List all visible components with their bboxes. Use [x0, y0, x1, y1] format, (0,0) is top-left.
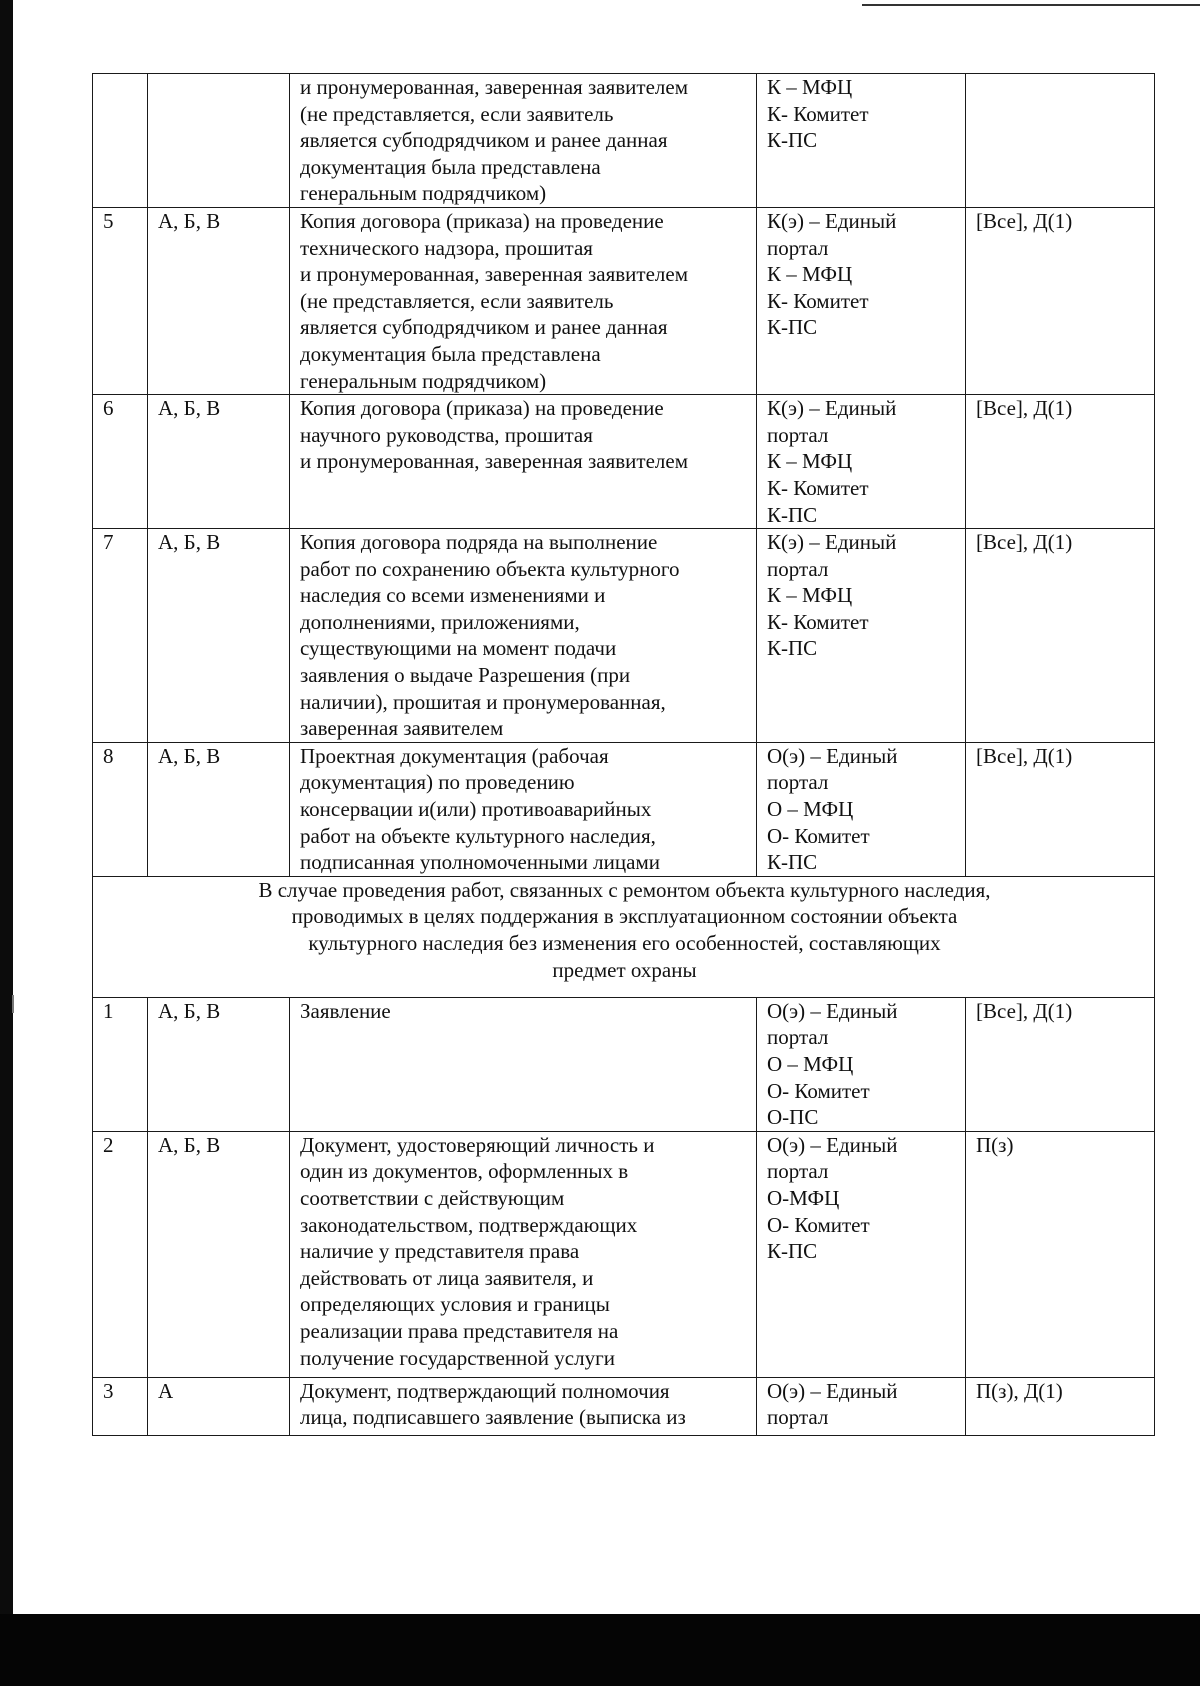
document-description-line: соответствии с действующим — [300, 1185, 565, 1210]
submission-form — [757, 395, 966, 529]
section-heading-line: проводимых в целях поддержания в эксплуатационном состоянии объекта — [291, 904, 958, 929]
submission-form-line: К – МФЦ — [767, 262, 853, 287]
submission-form — [757, 529, 966, 743]
section-heading — [93, 876, 1155, 997]
submission-form — [757, 1377, 966, 1435]
document-description-line: один из документов, оформленных в — [300, 1159, 629, 1184]
row-number: 3 — [93, 1377, 148, 1435]
applicant-category: А — [148, 1377, 290, 1435]
submission-form-line: О- Комитет — [767, 1078, 870, 1103]
document-description-line: Документ, удостоверяющий личность и — [300, 1132, 655, 1157]
document-description-line: является субподрядчиком и ранее данная — [300, 315, 668, 340]
submission-form-line: О(э) – Единый — [767, 743, 898, 768]
document-description — [290, 529, 757, 743]
section-heading-line: В случае проведения работ, связанных с ремонтом объекта культурного наследия, — [258, 877, 991, 902]
table-row — [93, 395, 1155, 529]
documents-table-body — [93, 74, 1155, 1436]
table-row — [93, 1377, 1155, 1435]
table-row — [93, 742, 1155, 876]
submission-form-line: К(э) – Единый — [767, 396, 897, 421]
submission-form-line: портал — [767, 1159, 829, 1184]
submission-form-line: К-ПС — [767, 128, 818, 153]
applicant-category: А, Б, В — [148, 207, 290, 394]
applicant-category: А, Б, В — [148, 395, 290, 529]
table-row — [93, 74, 1155, 208]
document-description-line: дополнениями, приложениями, — [300, 609, 580, 634]
document-description-line: генеральным подрядчиком) — [300, 181, 547, 206]
document-description-line: Проектная документация (рабочая — [300, 743, 609, 768]
document-description-line: документация была представлена — [300, 154, 601, 179]
scan-top-rule — [862, 4, 1200, 6]
document-description — [290, 395, 757, 529]
document-description — [290, 1377, 757, 1435]
submission-form-line: К – МФЦ — [767, 75, 853, 99]
document-description-line: консервации и(или) противоаварийных — [300, 797, 652, 822]
document-description-line: определяющих условия и границы — [300, 1292, 610, 1317]
submission-form-line: О- Комитет — [767, 823, 870, 848]
scan-bottom-band — [0, 1614, 1200, 1686]
document-description-line: (не представляется, если заявитель — [300, 288, 614, 313]
document-description-line: и пронумерованная, заверенная заявителем — [300, 75, 688, 99]
table-row — [93, 1131, 1155, 1377]
submission-form-line: портал — [767, 556, 829, 581]
row-number: 6 — [93, 395, 148, 529]
document-description — [290, 742, 757, 876]
document-description-line: наличие у представителя права — [300, 1239, 580, 1264]
submission-notes: [Все], Д(1) — [966, 529, 1155, 743]
document-description-line: документация была представлена — [300, 341, 601, 366]
submission-form — [757, 207, 966, 394]
document-description-line: существующими на момент подачи — [300, 636, 617, 661]
row-number: 7 — [93, 529, 148, 743]
submission-form-line: О(э) – Единый — [767, 1378, 898, 1403]
applicant-category: А, Б, В — [148, 742, 290, 876]
document-description-line: Копия договора подряда на выполнение — [300, 530, 658, 555]
document-description-line: работ на объекте культурного наследия, — [300, 823, 656, 848]
document-description-line: заверенная заявителем — [300, 716, 504, 741]
submission-form — [757, 1131, 966, 1377]
submission-form-line: портал — [767, 1025, 829, 1050]
submission-notes: П(з), Д(1) — [966, 1377, 1155, 1435]
document-description-line: и пронумерованная, заверенная заявителем — [300, 262, 688, 287]
document-description-line: заявления о выдаче Разрешения (при — [300, 663, 631, 688]
submission-form-line: О-МФЦ — [767, 1185, 840, 1210]
document-description-line: получение государственной услуги — [300, 1345, 615, 1370]
table-row — [93, 997, 1155, 1131]
submission-notes: [Все], Д(1) — [966, 997, 1155, 1131]
submission-notes — [966, 74, 1155, 208]
document-description-line: наследия со всеми изменениями и — [300, 583, 606, 608]
submission-form-line: К-ПС — [767, 502, 818, 527]
document-description-line: Заявление — [300, 998, 391, 1023]
document-description — [290, 997, 757, 1131]
document-description-line: законодательством, подтверждающих — [300, 1212, 638, 1237]
table-row — [93, 207, 1155, 394]
table-row — [93, 529, 1155, 743]
submission-notes: [Все], Д(1) — [966, 742, 1155, 876]
submission-notes: П(з) — [966, 1131, 1155, 1377]
document-description-line: лица, подписавшего заявление (выписка из — [300, 1405, 686, 1430]
submission-form-line: К- Комитет — [767, 101, 869, 126]
scan-margin-mark — [12, 995, 14, 1013]
applicant-category: А, Б, В — [148, 1131, 290, 1377]
document-description-line: генеральным подрядчиком) — [300, 368, 547, 393]
submission-form-line: портал — [767, 235, 829, 260]
applicant-category: А, Б, В — [148, 997, 290, 1131]
submission-form-line: О-ПС — [767, 1105, 819, 1130]
document-description-line: действовать от лица заявителя, и — [300, 1265, 594, 1290]
submission-form-line: О- Комитет — [767, 1212, 870, 1237]
submission-form-line: К-ПС — [767, 315, 818, 340]
row-number: 8 — [93, 742, 148, 876]
submission-form-line: К-ПС — [767, 636, 818, 661]
submission-form-line: К-ПС — [767, 850, 818, 875]
document-description-line: научного руководства, прошитая — [300, 422, 593, 447]
submission-notes: [Все], Д(1) — [966, 207, 1155, 394]
applicant-category: А, Б, В — [148, 529, 290, 743]
submission-form-line: портал — [767, 1405, 829, 1430]
submission-form — [757, 74, 966, 208]
document-description-line: реализации права представителя на — [300, 1318, 619, 1343]
scan-left-edge — [0, 0, 13, 1686]
applicant-category — [148, 74, 290, 208]
row-number — [93, 74, 148, 208]
section-heading-line: предмет охраны — [552, 957, 697, 982]
row-number: 5 — [93, 207, 148, 394]
submission-notes: [Все], Д(1) — [966, 395, 1155, 529]
submission-form-line: О(э) – Единый — [767, 998, 898, 1023]
document-description-line: Копия договора (приказа) на проведение — [300, 208, 664, 233]
submission-form-line: К – МФЦ — [767, 583, 853, 608]
submission-form-line: К – МФЦ — [767, 449, 853, 474]
submission-form-line: портал — [767, 770, 829, 795]
document-description-line: наличии), прошитая и пронумерованная, — [300, 689, 666, 714]
submission-form-line: К(э) – Единый — [767, 530, 897, 555]
document-description-line: Документ, подтверждающий полномочия — [300, 1378, 670, 1403]
document-description-line: и пронумерованная, заверенная заявителем — [300, 449, 688, 474]
row-number: 1 — [93, 997, 148, 1131]
submission-form-line: К(э) – Единый — [767, 208, 897, 233]
submission-form-line: портал — [767, 422, 829, 447]
document-description-line: работ по сохранению объекта культурного — [300, 556, 680, 581]
document-description-line: документация) по проведению — [300, 770, 575, 795]
submission-form-line: О(э) – Единый — [767, 1132, 898, 1157]
submission-form — [757, 997, 966, 1131]
submission-form — [757, 742, 966, 876]
documents-table — [92, 73, 1155, 1436]
row-number: 2 — [93, 1131, 148, 1377]
submission-form-line: К- Комитет — [767, 475, 869, 500]
section-heading-line: культурного наследия без изменения его особенностей, составляющих — [308, 931, 941, 955]
section-heading-row — [93, 876, 1155, 997]
submission-form-line: К-ПС — [767, 1239, 818, 1264]
document-description — [290, 1131, 757, 1377]
submission-form-line: О – МФЦ — [767, 797, 854, 822]
submission-form-line: О – МФЦ — [767, 1052, 854, 1076]
document-description-line: Копия договора (приказа) на проведение — [300, 396, 664, 421]
document-description — [290, 207, 757, 394]
submission-form-line: К- Комитет — [767, 609, 869, 634]
document-description-line: подписанная уполномоченными лицами — [300, 850, 660, 875]
document-description-line: технического надзора, прошитая — [300, 235, 593, 260]
document-description-line: (не представляется, если заявитель — [300, 101, 614, 126]
submission-form-line: К- Комитет — [767, 288, 869, 313]
document-description-line: является субподрядчиком и ранее данная — [300, 128, 668, 153]
document-description — [290, 74, 757, 208]
